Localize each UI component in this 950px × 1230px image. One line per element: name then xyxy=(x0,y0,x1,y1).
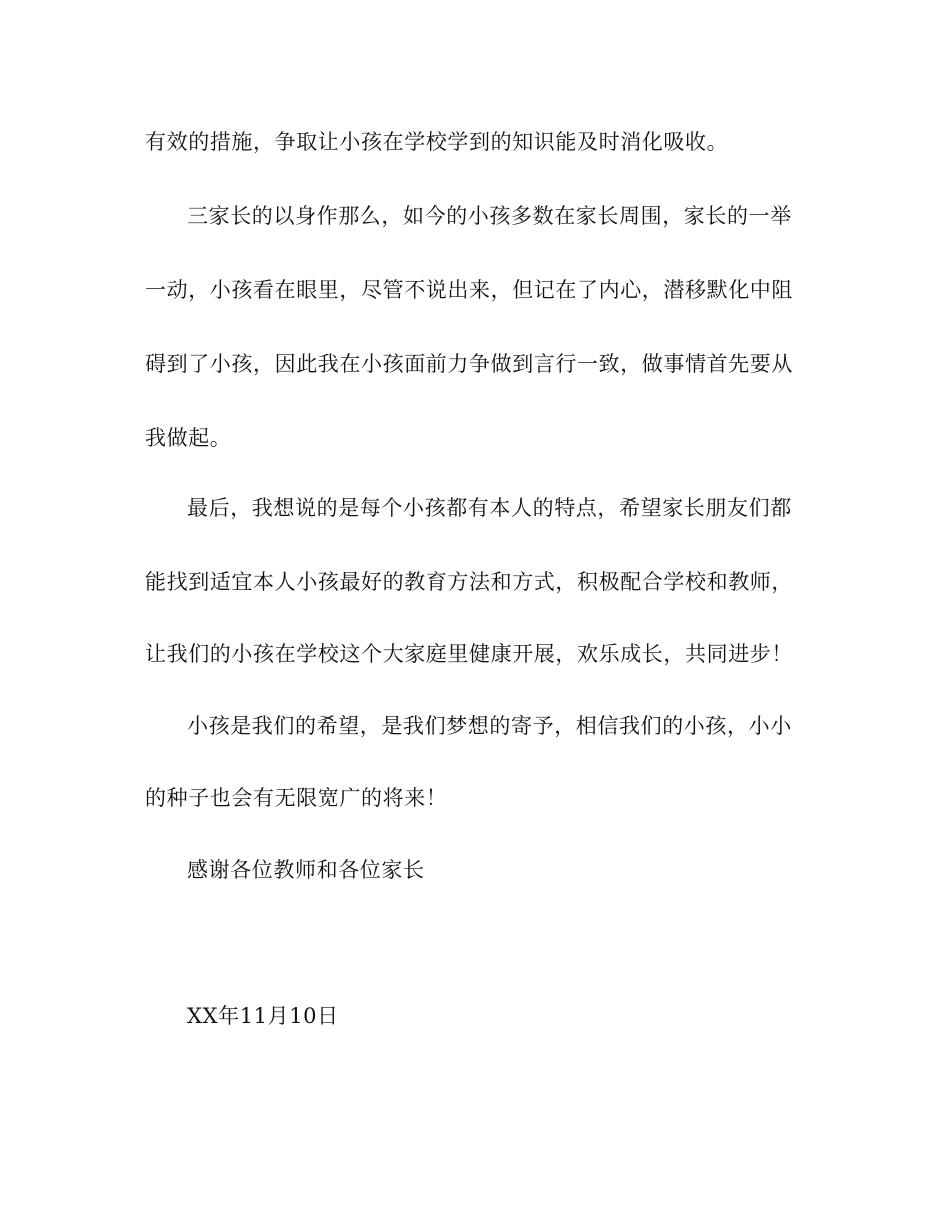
paragraph-line: 小孩是我们的希望，是我们梦想的寄予，相信我们的小孩，小小 xyxy=(187,714,792,738)
paragraph-line: 最后，我想说的是每个小孩都有本人的特点，希望家长朋友们都 xyxy=(187,496,792,520)
paragraph-line: 让我们的小孩在学校这个大家庭里健康开展，欢乐成长，共同进步！ xyxy=(145,642,793,666)
date-line: XX年11月10日 xyxy=(187,1004,339,1028)
paragraph-line: 能找到适宜本人小孩最好的教育方法和方式，积极配合学校和教师， xyxy=(145,570,793,594)
paragraph-line: 三家长的以身作那么，如今的小孩多数在家长周围，家长的一举 xyxy=(187,204,792,228)
paragraph-line: 我做起。 xyxy=(145,426,232,450)
paragraph-line: 碍到了小孩，因此我在小孩面前力争做到言行一致，做事情首先要从 xyxy=(145,352,793,376)
closing-thanks: 感谢各位教师和各位家长 xyxy=(187,858,425,882)
paragraph-line: 的种子也会有无限宽广的将来！ xyxy=(145,786,448,810)
paragraph-line: 一动，小孩看在眼里，尽管不说出来，但记在了内心，潜移默化中阻 xyxy=(145,278,793,302)
paragraph-line: 有效的措施，争取让小孩在学校学到的知识能及时消化吸收。 xyxy=(145,130,729,154)
